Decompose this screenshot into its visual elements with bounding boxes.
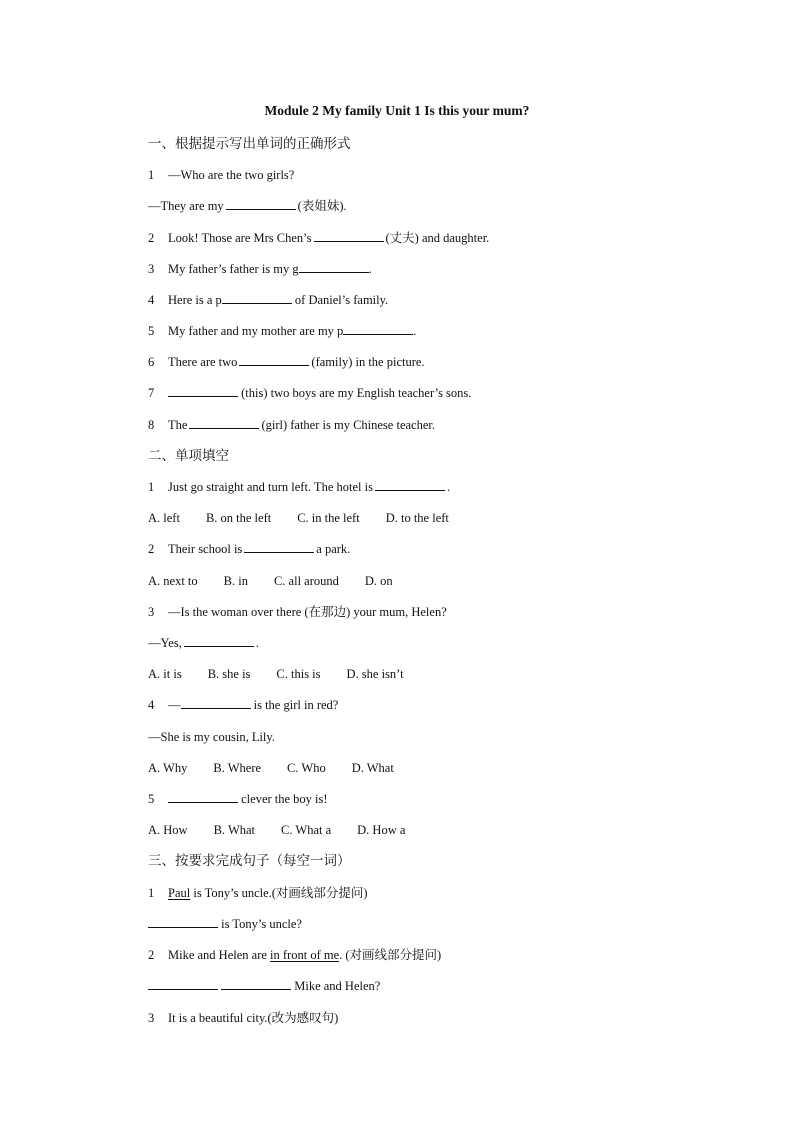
section-2-heading: 二、单项填空 <box>148 448 229 463</box>
s3-question-1-answer: is Tony’s uncle? <box>148 916 302 932</box>
section-3-heading: 三、按要求完成句子（每空一词） <box>148 853 351 868</box>
answer-blank[interactable] <box>244 541 314 553</box>
s1-question-8: 8 The (girl) father is my Chinese teacher. <box>148 418 435 432</box>
option-b[interactable]: B. Where <box>213 761 262 775</box>
option-a[interactable]: A. left <box>148 511 180 525</box>
s2-question-1: 1 Just go straight and turn left. The hotel is . <box>148 480 451 494</box>
answer-blank[interactable] <box>375 479 445 491</box>
answer-blank[interactable] <box>343 323 413 335</box>
s2-question-4-reply: —She is my cousin, Lily. <box>148 730 275 744</box>
s1-question-7: 7 (this) two boys are my English teacher’s sons. <box>148 386 472 400</box>
s1-question-1: 1 —Who are the two girls? <box>148 168 295 182</box>
option-c[interactable]: C. Who <box>287 761 326 775</box>
option-c[interactable]: C. in the left <box>297 511 360 525</box>
s2-q2-options <box>148 573 419 589</box>
answer-blank[interactable] <box>184 635 254 647</box>
option-d[interactable]: D. on <box>364 574 393 588</box>
s1-question-3: 3 My father’s father is my g . <box>148 262 372 276</box>
page-title: Module 2 My family Unit 1 Is this your mum? <box>264 103 530 118</box>
s2-question-3-answer: —Yes, . <box>148 636 259 650</box>
answer-blank[interactable] <box>226 198 296 210</box>
answer-blank[interactable] <box>221 978 291 990</box>
answer-blank[interactable] <box>314 230 384 242</box>
s1-q1-text: —Who are the two girls? <box>168 168 295 182</box>
s2-question-2: 2 Their school is a park. <box>148 542 351 556</box>
s1-question-2: 2 Look! Those are Mrs Chen’s (丈夫) and daughter. <box>148 231 490 245</box>
option-a[interactable]: A. How <box>148 823 188 837</box>
answer-blank[interactable] <box>148 916 218 928</box>
answer-blank[interactable] <box>168 791 238 803</box>
option-b[interactable]: B. she is <box>207 667 251 681</box>
answer-blank[interactable] <box>299 261 369 273</box>
s3-question-3: 3 It is a beautiful city.(改为感叹句) <box>148 1011 339 1025</box>
option-a[interactable]: A. it is <box>148 667 182 681</box>
s2-q5-options <box>148 822 431 838</box>
s3-question-2-answer: Mike and Helen? <box>148 978 380 994</box>
s1-question-4: 4 Here is a p of Daniel’s family. <box>148 293 389 307</box>
option-b[interactable]: B. on the left <box>205 511 272 525</box>
s1-question-1-answer: —They are my (表姐妹). <box>148 199 347 213</box>
s2-q3-options <box>148 666 430 682</box>
section-1-heading: 一、根据提示写出单词的正确形式 <box>148 136 351 151</box>
option-d[interactable]: D. to the left <box>385 511 449 525</box>
s2-q1-options <box>148 510 475 526</box>
s1-question-5: 5 My father and my mother are my p . <box>148 324 417 338</box>
s2-question-4: 4 — is the girl in red? <box>148 698 339 712</box>
option-c[interactable]: C. What a <box>281 823 332 837</box>
answer-blank[interactable] <box>181 697 251 709</box>
option-d[interactable]: D. How a <box>357 823 406 837</box>
s2-question-3: 3 —Is the woman over there (在那边) your mum, Helen? <box>148 605 447 619</box>
option-d[interactable]: D. she isn’t <box>346 667 404 681</box>
option-b[interactable]: B. in <box>223 574 248 588</box>
s2-q4-options <box>148 760 420 776</box>
option-a[interactable]: A. Why <box>148 761 188 775</box>
answer-blank[interactable] <box>168 385 238 397</box>
answer-blank[interactable] <box>222 292 292 304</box>
underlined-part: Paul <box>168 886 191 900</box>
answer-blank[interactable] <box>148 978 218 990</box>
option-c[interactable]: C. all around <box>273 574 339 588</box>
option-d[interactable]: D. What <box>351 761 394 775</box>
option-a[interactable]: A. next to <box>148 574 198 588</box>
answer-blank[interactable] <box>189 417 259 429</box>
answer-blank[interactable] <box>239 354 309 366</box>
s3-question-1: 1 Paul is Tony’s uncle.(对画线部分提问) <box>148 886 368 900</box>
s1-question-6: 6 There are two (family) in the picture. <box>148 355 425 369</box>
s2-question-5: 5 clever the boy is! <box>148 792 328 806</box>
option-c[interactable]: C. this is <box>276 667 321 681</box>
option-b[interactable]: B. What <box>213 823 256 837</box>
underlined-part: in front of me <box>270 948 340 962</box>
s3-question-2: 2 Mike and Helen are in front of me. (对画线部分提问) <box>148 948 442 962</box>
